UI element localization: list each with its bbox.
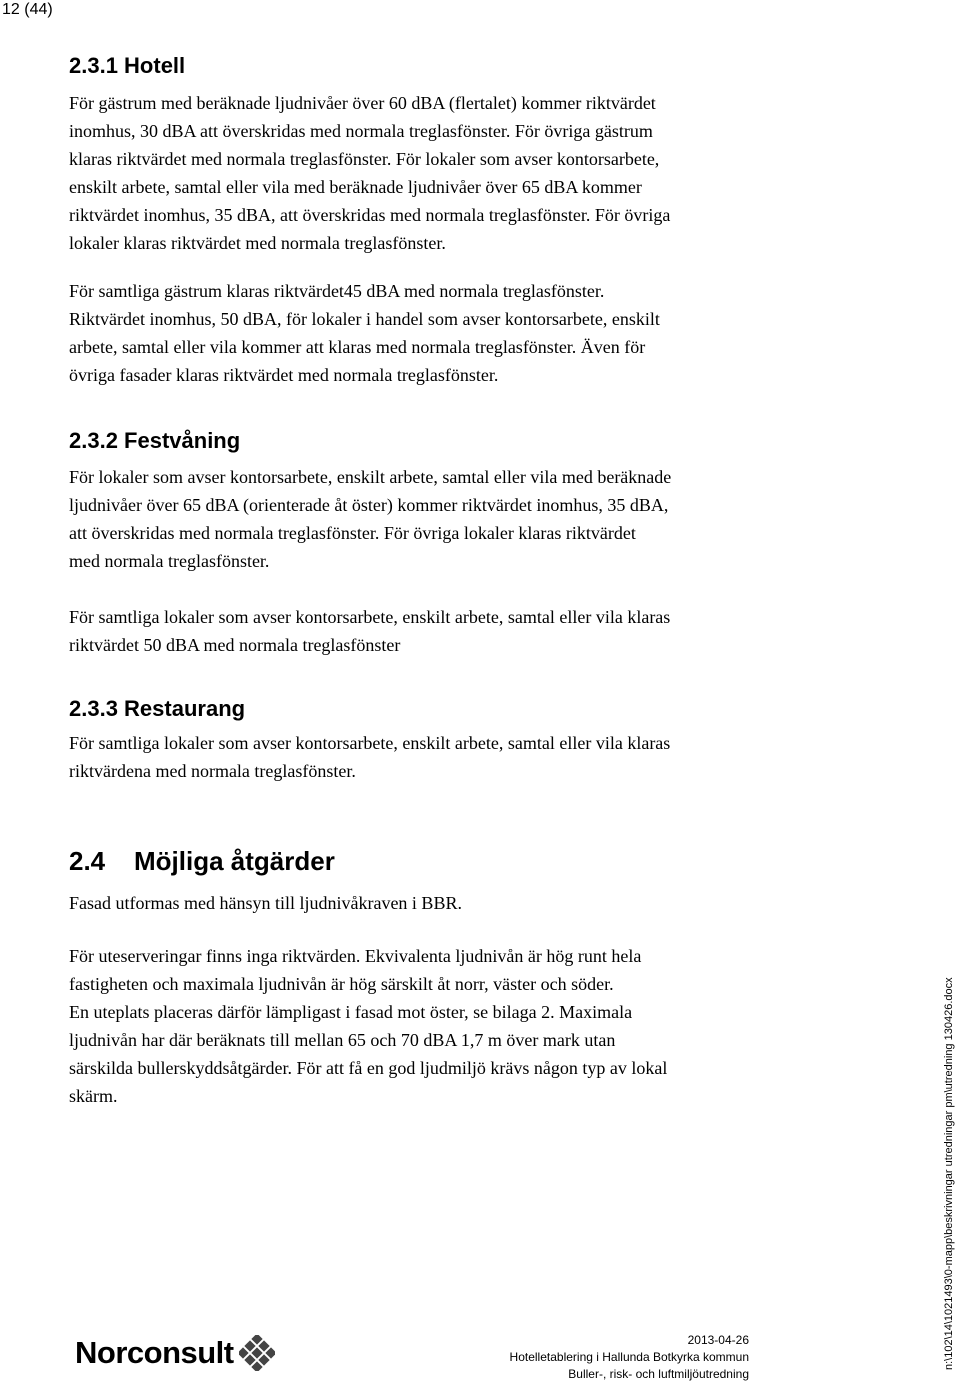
paragraph-hotell-2: För samtliga gästrum klaras riktvärdet45 dBA med normala treglasfönster. Riktvärdet inomhus, 50 dBA, för lokaler i handel som avser kontorsarbete, enskilt arbete, samtal eller vila kommer att klaras med normala treglasfönster. Även för övriga fasader klaras riktvärdet med normala treglasfönster.: [69, 281, 660, 385]
logo-text: Norconsult: [75, 1335, 234, 1370]
heading-restaurang: 2.3.3 Restaurang: [69, 696, 246, 721]
norconsult-logo: [75, 1334, 275, 1372]
heading-atgarder-text: Möjliga åtgärder: [134, 846, 335, 876]
file-path-vertical: n:\102\14\1021493\0-mapp\beskrivningar utredningar pm\utredning 130426.docx: [943, 977, 955, 1370]
norconsult-diamond-icon: [239, 1335, 275, 1371]
paragraph-festvaning-2: För samtliga lokaler som avser kontorsarbete, enskilt arbete, samtal eller vila klaras riktvärdet 50 dBA med normala treglasfönster: [69, 607, 671, 655]
heading-atgarder-number: 2.4: [69, 846, 106, 876]
paragraph-restaurang-1: För samtliga lokaler som avser kontorsarbete, enskilt arbete, samtal eller vila klaras riktvärdena med normala treglasfönster.: [69, 733, 671, 781]
footer-subtitle: Buller-, risk- och luftmiljöutredning: [568, 1367, 749, 1381]
footer-title: Hotelletablering i Hallunda Botkyrka kommun: [509, 1350, 749, 1364]
paragraph-atgarder-1: Fasad utformas med hänsyn till ljudnivåkraven i BBR.: [69, 893, 462, 913]
heading-festvaning: 2.3.2 Festvåning: [69, 428, 241, 453]
document-body: [69, 50, 769, 1110]
paragraph-atgarder-2: För uteserveringar finns inga riktvärden. Ekvivalenta ljudnivån är hög runt hela fastigheten och maximala ljudnivån är hög särskilt åt norr, väster och söder. En uteplats placeras därför lämpligast i fasad mot öster, se bilaga 2. Maximala ljudnivån har där beräknats till mellan 65 och 70 dBA 1,7 m över mark utan särskilda bullerskyddsåtgärder. För att få en god ljudmiljö krävs någon typ av lokal skärm.: [69, 946, 668, 1106]
footer-info: [510, 1332, 749, 1383]
paragraph-hotell-1: För gästrum med beräknade ljudnivåer över 60 dBA (flertalet) kommer riktvärdet inomhus, 30 dBA att överskridas med normala treglasfönster. För övriga gästrum klaras riktvärdet med normala treglasfönster. För lokaler som avser kontorsarbete, enskilt arbete, samtal eller vila med beräknade ljudnivåer över 65 dBA kommer riktvärdet inomhus, 35 dBA, att överskridas med normala treglasfönster. För övriga lokaler klaras riktvärdet med normala treglasfönster.: [69, 93, 671, 253]
heading-hotell: 2.3.1 Hotell: [69, 53, 186, 78]
heading-atgarder: [69, 845, 769, 877]
page-number: 12 (44): [2, 1, 53, 18]
paragraph-festvaning-1: För lokaler som avser kontorsarbete, enskilt arbete, samtal eller vila med beräknade ljudnivåer över 65 dBA (orienterade åt öster) kommer riktvärdet inomhus, 35 dBA, att överskridas med normala treglasfönster. För övriga lokaler klaras riktvärdet med normala treglasfönster.: [69, 467, 672, 571]
footer-date: 2013-04-26: [687, 1333, 749, 1347]
